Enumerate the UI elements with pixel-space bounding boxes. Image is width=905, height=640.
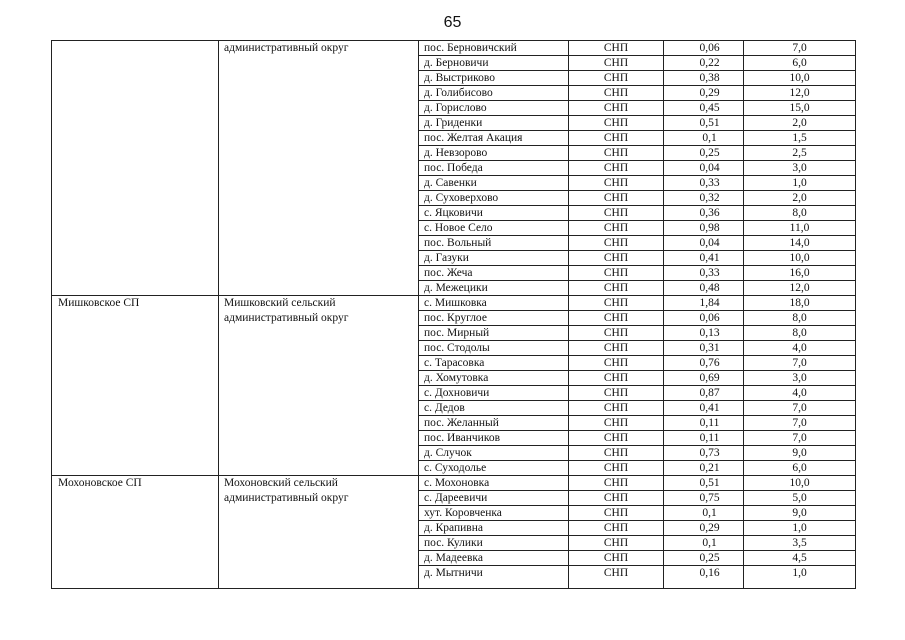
type-cell: СНП — [569, 296, 664, 311]
distance-cell: 8,0 — [744, 206, 856, 221]
area-cell: 0,11 — [664, 416, 744, 431]
page-number: 65 — [443, 14, 462, 31]
settlement-cell: Мохоновское СП — [52, 476, 219, 589]
type-cell: СНП — [569, 461, 664, 476]
type-cell: СНП — [569, 221, 664, 236]
type-cell: СНП — [569, 446, 664, 461]
type-cell: СНП — [569, 251, 664, 266]
table-row — [52, 296, 856, 311]
area-cell: 0,21 — [664, 461, 744, 476]
distance-cell: 9,0 — [744, 506, 856, 521]
type-cell: СНП — [569, 206, 664, 221]
type-cell: СНП — [569, 506, 664, 521]
place-name-cell: с. Суходолье — [419, 461, 569, 476]
settlement-cell — [52, 41, 219, 296]
place-name-cell: с. Тарасовка — [419, 356, 569, 371]
area-cell: 0,25 — [664, 146, 744, 161]
type-cell: СНП — [569, 416, 664, 431]
distance-cell: 16,0 — [744, 266, 856, 281]
area-cell: 0,48 — [664, 281, 744, 296]
distance-cell: 4,5 — [744, 551, 856, 566]
distance-cell: 10,0 — [744, 476, 856, 491]
area-cell: 0,69 — [664, 371, 744, 386]
type-cell: СНП — [569, 266, 664, 281]
place-name-cell: д. Случок — [419, 446, 569, 461]
distance-cell: 12,0 — [744, 281, 856, 296]
type-cell: СНП — [569, 551, 664, 566]
place-name-cell: с. Новое Село — [419, 221, 569, 236]
area-cell: 0,16 — [664, 566, 744, 589]
distance-cell: 11,0 — [744, 221, 856, 236]
area-cell: 0,75 — [664, 491, 744, 506]
area-cell: 0,1 — [664, 536, 744, 551]
settlements-table — [51, 40, 856, 589]
distance-cell: 7,0 — [744, 431, 856, 446]
table-row — [52, 41, 856, 56]
distance-cell: 2,0 — [744, 191, 856, 206]
area-cell: 1,84 — [664, 296, 744, 311]
place-name-cell: хут. Коровченка — [419, 506, 569, 521]
okrug-cell: Мишковский сельский административный округ — [219, 296, 419, 476]
area-cell: 0,22 — [664, 56, 744, 71]
okrug-cell: Мохоновский сельский административный округ — [219, 476, 419, 589]
place-name-cell: пос. Желтая Акация — [419, 131, 569, 146]
type-cell: СНП — [569, 536, 664, 551]
distance-cell: 14,0 — [744, 236, 856, 251]
type-cell: СНП — [569, 491, 664, 506]
area-cell: 0,29 — [664, 86, 744, 101]
okrug-cell: административный округ — [219, 41, 419, 296]
type-cell: СНП — [569, 311, 664, 326]
type-cell: СНП — [569, 191, 664, 206]
place-name-cell: д. Берновичи — [419, 56, 569, 71]
type-cell: СНП — [569, 56, 664, 71]
type-cell: СНП — [569, 521, 664, 536]
place-name-cell: д. Мадеевка — [419, 551, 569, 566]
distance-cell: 6,0 — [744, 56, 856, 71]
distance-cell: 7,0 — [744, 416, 856, 431]
distance-cell: 7,0 — [744, 356, 856, 371]
place-name-cell: пос. Берновичский — [419, 41, 569, 56]
type-cell: СНП — [569, 431, 664, 446]
area-cell: 0,41 — [664, 401, 744, 416]
type-cell: СНП — [569, 401, 664, 416]
area-cell: 0,06 — [664, 41, 744, 56]
distance-cell: 12,0 — [744, 86, 856, 101]
place-name-cell: д. Мытничи — [419, 566, 569, 589]
type-cell: СНП — [569, 71, 664, 86]
table-row — [52, 476, 856, 491]
type-cell: СНП — [569, 566, 664, 589]
distance-cell: 4,0 — [744, 386, 856, 401]
area-cell: 0,33 — [664, 176, 744, 191]
distance-cell: 1,0 — [744, 521, 856, 536]
place-name-cell: пос. Мирный — [419, 326, 569, 341]
distance-cell: 3,0 — [744, 161, 856, 176]
area-cell: 0,31 — [664, 341, 744, 356]
distance-cell: 1,0 — [744, 176, 856, 191]
distance-cell: 1,0 — [744, 566, 856, 589]
place-name-cell: д. Газуки — [419, 251, 569, 266]
place-name-cell: пос. Жеча — [419, 266, 569, 281]
distance-cell: 3,5 — [744, 536, 856, 551]
type-cell: СНП — [569, 236, 664, 251]
distance-cell: 5,0 — [744, 491, 856, 506]
place-name-cell: д. Горислово — [419, 101, 569, 116]
distance-cell: 8,0 — [744, 311, 856, 326]
distance-cell: 18,0 — [744, 296, 856, 311]
type-cell: СНП — [569, 131, 664, 146]
distance-cell: 4,0 — [744, 341, 856, 356]
place-name-cell: с. Дохновичи — [419, 386, 569, 401]
type-cell: СНП — [569, 101, 664, 116]
type-cell: СНП — [569, 341, 664, 356]
place-name-cell: с. Дареевичи — [419, 491, 569, 506]
area-cell: 0,29 — [664, 521, 744, 536]
area-cell: 0,45 — [664, 101, 744, 116]
area-cell: 0,04 — [664, 236, 744, 251]
distance-cell: 2,0 — [744, 116, 856, 131]
place-name-cell: д. Невзорово — [419, 146, 569, 161]
place-name-cell: д. Гриденки — [419, 116, 569, 131]
place-name-cell: пос. Победа — [419, 161, 569, 176]
area-cell: 0,1 — [664, 131, 744, 146]
area-cell: 0,06 — [664, 311, 744, 326]
distance-cell: 8,0 — [744, 326, 856, 341]
place-name-cell: д. Межецики — [419, 281, 569, 296]
place-name-cell: д. Крапивна — [419, 521, 569, 536]
place-name-cell: пос. Вольный — [419, 236, 569, 251]
place-name-cell: с. Мохоновка — [419, 476, 569, 491]
type-cell: СНП — [569, 146, 664, 161]
area-cell: 0,33 — [664, 266, 744, 281]
place-name-cell: пос. Кулики — [419, 536, 569, 551]
type-cell: СНП — [569, 356, 664, 371]
area-cell: 0,51 — [664, 476, 744, 491]
distance-cell: 7,0 — [744, 41, 856, 56]
place-name-cell: пос. Желанный — [419, 416, 569, 431]
distance-cell: 10,0 — [744, 71, 856, 86]
area-cell: 0,36 — [664, 206, 744, 221]
distance-cell: 7,0 — [744, 401, 856, 416]
area-cell: 0,98 — [664, 221, 744, 236]
place-name-cell: пос. Стодолы — [419, 341, 569, 356]
area-cell: 0,73 — [664, 446, 744, 461]
type-cell: СНП — [569, 326, 664, 341]
place-name-cell: с. Дедов — [419, 401, 569, 416]
place-name-cell: с. Яцковичи — [419, 206, 569, 221]
place-name-cell: д. Хомутовка — [419, 371, 569, 386]
area-cell: 0,11 — [664, 431, 744, 446]
place-name-cell: д. Выстриково — [419, 71, 569, 86]
distance-cell: 15,0 — [744, 101, 856, 116]
type-cell: СНП — [569, 281, 664, 296]
area-cell: 0,38 — [664, 71, 744, 86]
type-cell: СНП — [569, 41, 664, 56]
distance-cell: 3,0 — [744, 371, 856, 386]
area-cell: 0,04 — [664, 161, 744, 176]
area-cell: 0,1 — [664, 506, 744, 521]
area-cell: 0,41 — [664, 251, 744, 266]
distance-cell: 1,5 — [744, 131, 856, 146]
table-body — [52, 41, 856, 589]
settlement-cell: Мишковское СП — [52, 296, 219, 476]
distance-cell: 10,0 — [744, 251, 856, 266]
place-name-cell: д. Савенки — [419, 176, 569, 191]
area-cell: 0,87 — [664, 386, 744, 401]
type-cell: СНП — [569, 386, 664, 401]
place-name-cell: пос. Иванчиков — [419, 431, 569, 446]
distance-cell: 2,5 — [744, 146, 856, 161]
place-name-cell: с. Мишковка — [419, 296, 569, 311]
area-cell: 0,13 — [664, 326, 744, 341]
distance-cell: 6,0 — [744, 461, 856, 476]
type-cell: СНП — [569, 86, 664, 101]
type-cell: СНП — [569, 116, 664, 131]
distance-cell: 9,0 — [744, 446, 856, 461]
place-name-cell: д. Суховерхово — [419, 191, 569, 206]
place-name-cell: пос. Круглое — [419, 311, 569, 326]
area-cell: 0,76 — [664, 356, 744, 371]
place-name-cell: д. Голибисово — [419, 86, 569, 101]
type-cell: СНП — [569, 176, 664, 191]
type-cell: СНП — [569, 476, 664, 491]
type-cell: СНП — [569, 161, 664, 176]
type-cell: СНП — [569, 371, 664, 386]
area-cell: 0,25 — [664, 551, 744, 566]
area-cell: 0,32 — [664, 191, 744, 206]
area-cell: 0,51 — [664, 116, 744, 131]
